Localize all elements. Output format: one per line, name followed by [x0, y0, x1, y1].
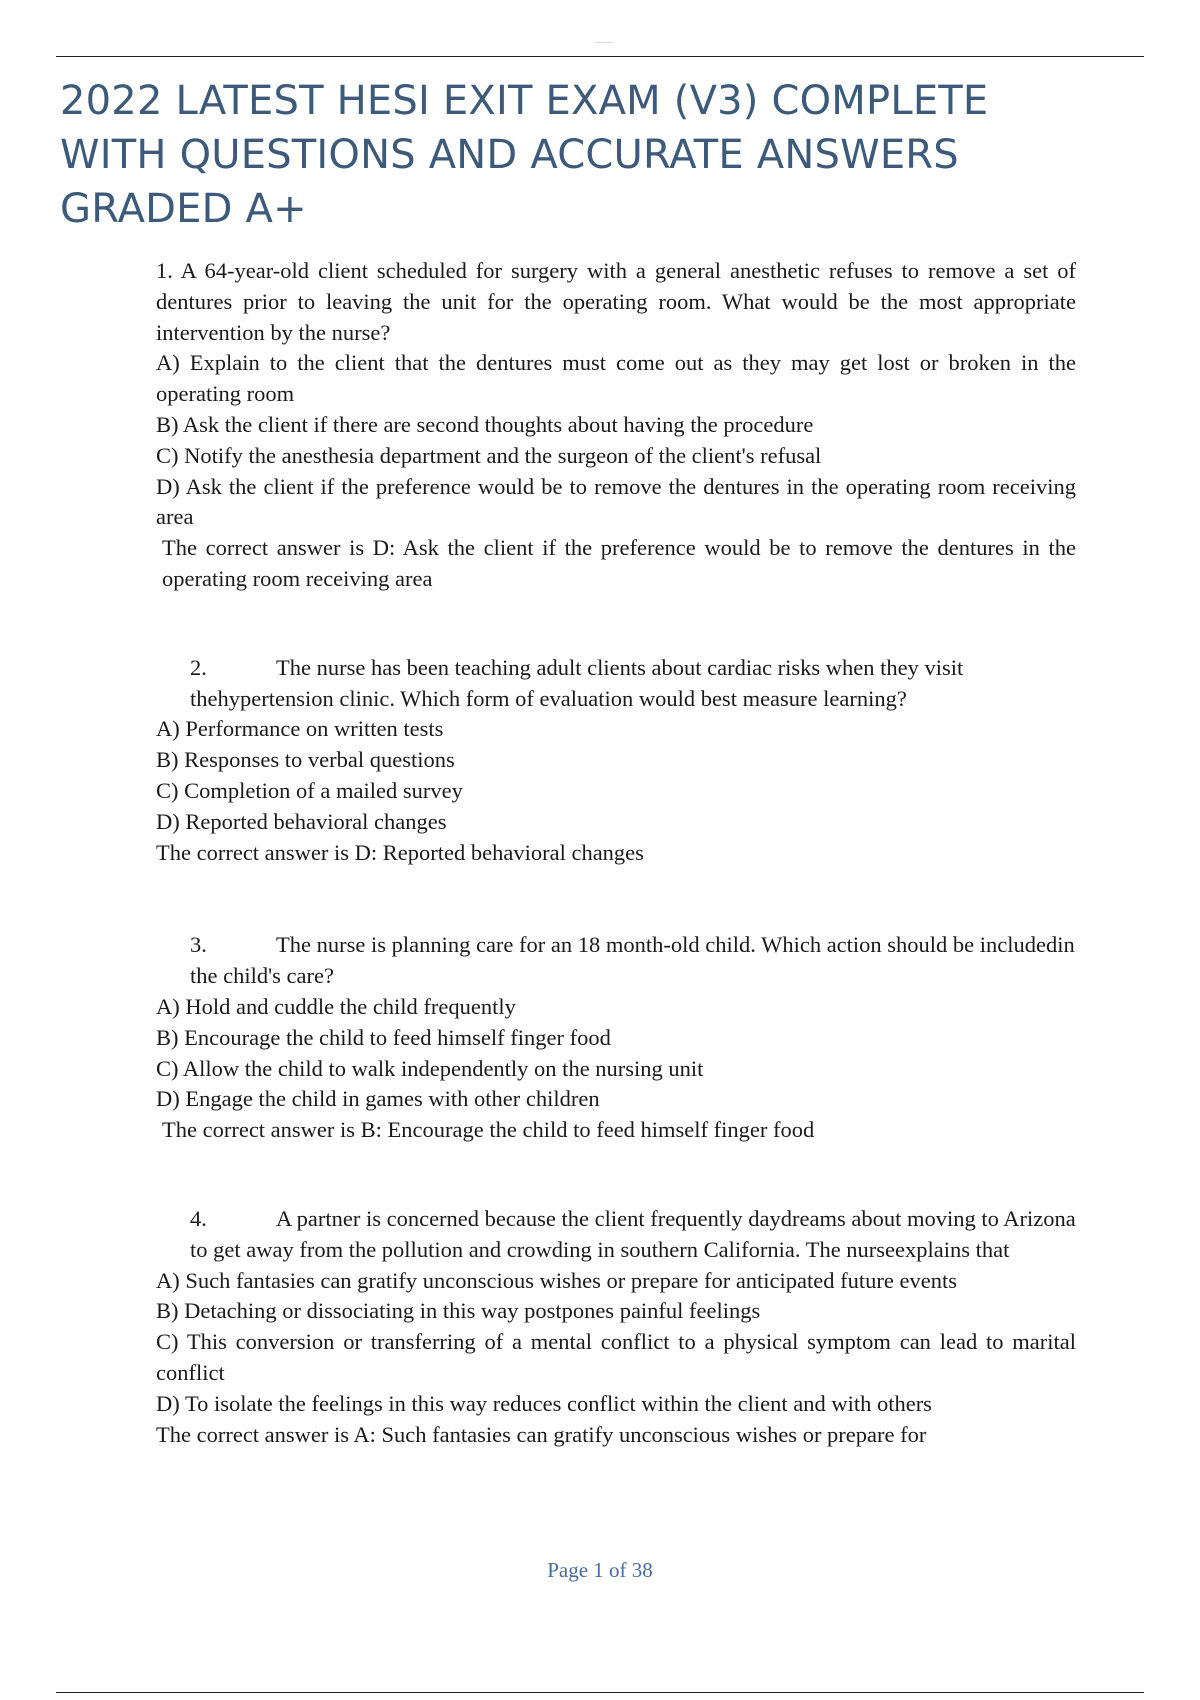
question-number: 4.	[190, 1205, 207, 1231]
question-3	[156, 930, 1076, 1146]
option-d: D) To isolate the feelings in this way reduces conflict within the client and with others	[156, 1390, 932, 1416]
option-a: A) Hold and cuddle the child frequently	[156, 993, 516, 1019]
correct-answer: The correct answer is A: Such fantasies can gratify unconscious wishes or prepare for	[156, 1421, 927, 1447]
spacer	[156, 868, 1076, 930]
option-a: A) Explain to the client that the dentures must come out as they may get lost or broken in the operating room	[156, 350, 1076, 407]
option-b: B) Ask the client if there are second thoughts about having the procedure	[156, 411, 814, 437]
page-number: Page 1 of 38	[547, 1558, 653, 1582]
question-stem	[156, 1204, 1076, 1266]
question-2	[156, 653, 1076, 869]
question-text: The nurse has been teaching adult clients about cardiac risks when they visit thehypertension clinic. Which form of evaluation would best measure learning?	[190, 654, 964, 711]
question-stem: 1. A 64-year-old client scheduled for surgery with a general anesthetic refuses to remove a set of dentures prior to leaving the unit for the operating room. What would be the most appropriate intervention by the nurse?	[156, 258, 1076, 345]
question-text: A partner is concerned because the client frequently daydreams about moving to Arizona to get away from the pollution and crowding in southern California. The nurseexplains that	[190, 1205, 1076, 1262]
spacer	[156, 595, 1076, 653]
option-d: D) Ask the client if the preference would be to remove the dentures in the operating room receiving area	[156, 473, 1076, 530]
question-stem	[156, 653, 1076, 715]
spacer	[156, 1146, 1076, 1204]
question-1	[156, 256, 1076, 595]
option-d: D) Reported behavioral changes	[156, 808, 447, 834]
option-b: B) Detaching or dissociating in this way postpones painful feelings	[156, 1298, 761, 1324]
correct-answer: The correct answer is B: Encourage the child to feed himself finger food	[162, 1117, 815, 1143]
question-number: 2.	[190, 654, 207, 680]
footer-rule	[56, 1692, 1144, 1693]
option-c: C) Notify the anesthesia department and the surgeon of the client's refusal	[156, 442, 822, 468]
question-4	[156, 1204, 1076, 1450]
header-rule	[56, 56, 1144, 57]
option-c: C) Completion of a mailed survey	[156, 777, 463, 803]
option-c: C) This conversion or transferring of a mental conflict to a physical symptom can lead to marital conflict	[156, 1329, 1076, 1385]
document-body	[156, 256, 1076, 1450]
question-text: The nurse is planning care for an 18 month-old child. Which action should be includedin the child's care?	[190, 932, 1075, 989]
option-c: C) Allow the child to walk independently on the nursing unit	[156, 1055, 704, 1081]
question-stem	[156, 930, 1076, 992]
header-mark	[595, 42, 613, 47]
option-b: B) Responses to verbal questions	[156, 747, 455, 773]
question-number: 3.	[190, 932, 207, 958]
document-title: 2022 LATEST HESI EXIT EXAM (V3) COMPLETE WITH QUESTIONS AND ACCURATE ANSWERS GRADED A+	[60, 78, 989, 232]
correct-answer: The correct answer is D: Reported behavioral changes	[156, 839, 644, 865]
option-a: A) Performance on written tests	[156, 716, 444, 742]
option-a: A) Such fantasies can gratify unconscious wishes or prepare for anticipated future events	[156, 1267, 957, 1293]
option-d: D) Engage the child in games with other children	[156, 1086, 600, 1112]
correct-answer: The correct answer is D: Ask the client if the preference would be to remove the dentures in the operating room receiving area	[162, 535, 1076, 591]
option-b: B) Encourage the child to feed himself finger food	[156, 1024, 611, 1050]
